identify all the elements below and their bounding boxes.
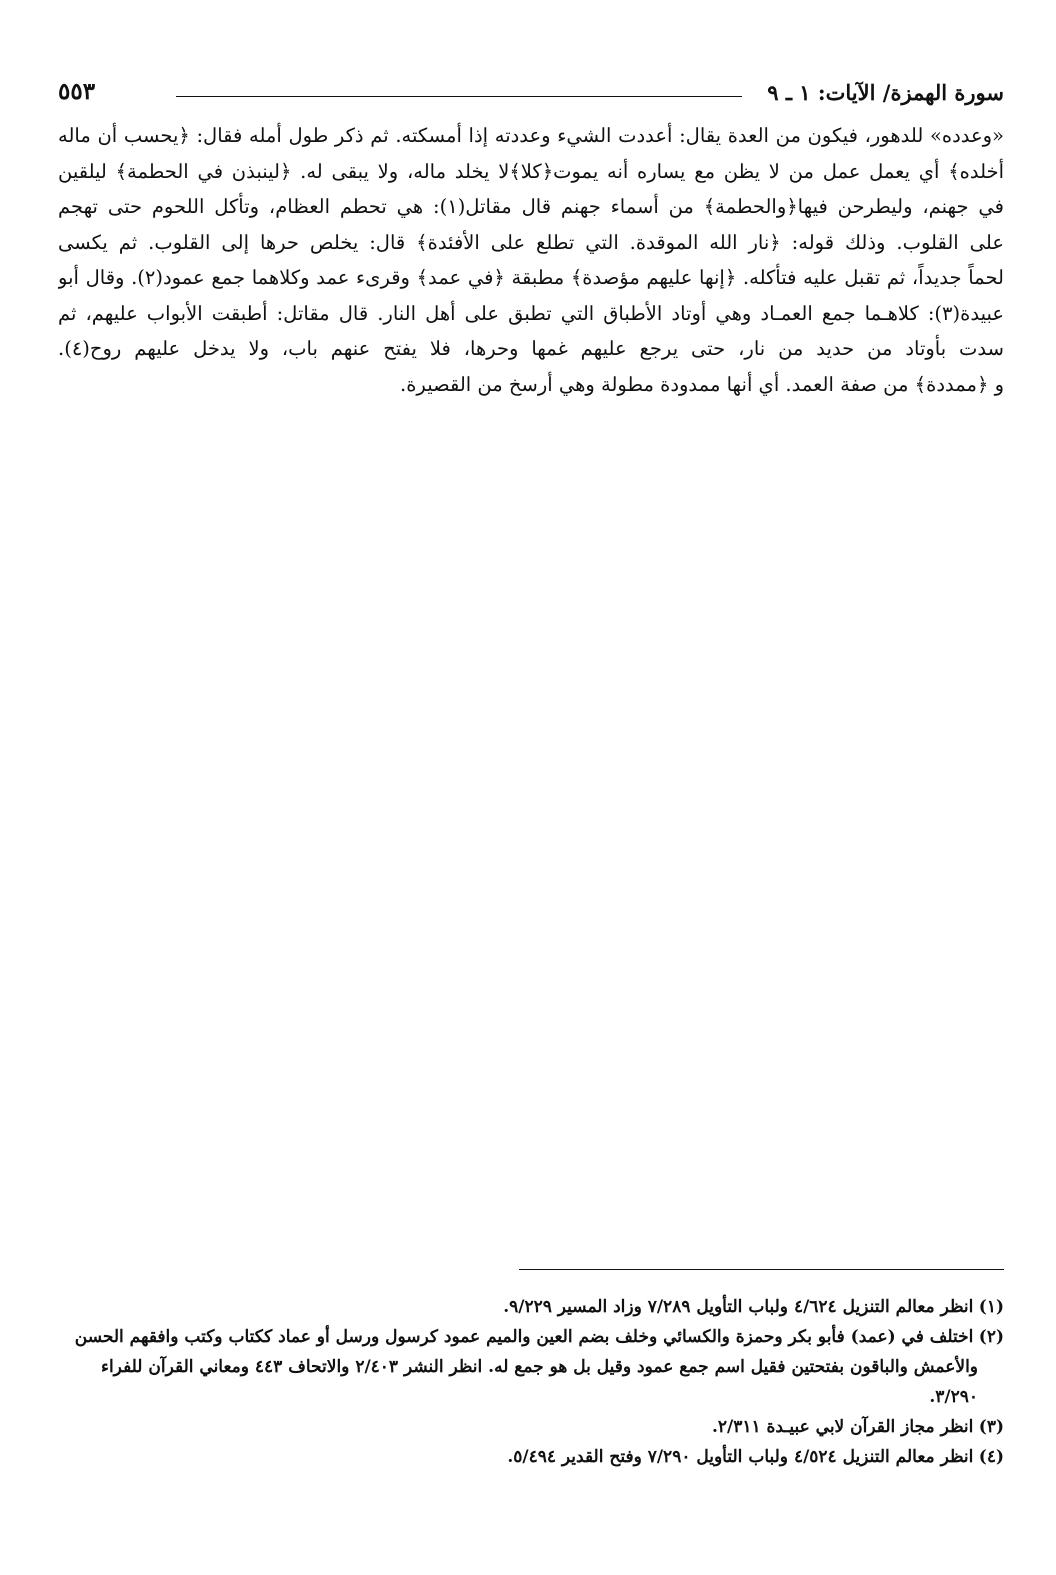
footnote-number: (٢) [978, 1327, 1004, 1347]
header-rule [176, 96, 742, 97]
page-number: ٥٥٣ [58, 78, 96, 105]
text-line: و ﴿ممددة﴾ من صفة العمد. أي أنها ممدودة مطولة وهي أرسخ من القصيرة. [400, 372, 1004, 396]
footnote-text: ٣/٢٩٠. [929, 1387, 978, 1407]
footnote-continuation [58, 1382, 1004, 1412]
footnote-number: (١) [978, 1297, 1004, 1317]
footnote [58, 1292, 1004, 1322]
footnote [58, 1442, 1004, 1472]
text-line: في جهنم، وليطرحن فيها﴿والحطمة﴾ من أسماء جهنم قال مقاتل(١): هي تحطم العظام، وتأكل اللحوم حتى تهجم [58, 195, 1004, 218]
footnote [58, 1322, 1004, 1352]
footnote-number: (٣) [978, 1417, 1004, 1437]
text-line: «وعدده» للدهور، فيكون من العدة يقال: أعددت الشيء وعددته إذا أمسكته. ثم ذكر طول أمله فقال: ﴿يحسب أن ماله [58, 124, 1004, 147]
footnotes [58, 1292, 1004, 1472]
footnote-text: اختلف في (عمد) فأبو بكر وحمزة والكسائي وخلف بضم العين والميم عمود كرسول ورسل أو عماد ككتاب وكتب وافقهم الحسن [74, 1327, 974, 1347]
footnote [58, 1412, 1004, 1442]
text-line: عبيدة(٣): كلاهـما جمع العمـاد وهي أوتاد الأطباق التي تطبق على أهل النار. قال مقاتل: أطبقت الأبواب عليهم، ثم [58, 301, 1004, 325]
footnote-number: (٤) [978, 1447, 1004, 1467]
footnote-text: انظر معالم التنزيل ٤/٥٢٤ ولباب التأويل ٧/٢٩٠ وفتح القدير ٥/٤٩٤. [507, 1447, 974, 1467]
page-title: سورة الهمزة/ الآيات: ١ ـ ٩ [767, 80, 1004, 105]
footnote-separator [519, 1269, 1004, 1270]
text-line: على القلوب. وذلك قوله: ﴿نار الله الموقدة. التي تطلع على الأفئدة﴾ قال: يخلص حرها إلى القلوب. ثم يكسى [58, 230, 1004, 254]
footnote-text: والأعمش والباقون بفتحتين فقيل اسم جمع عمود وقيل بل هو جمع له. انظر النشر ٢/٤٠٣ والاتحاف ٤٤٣ ومعاني القرآن للفراء [100, 1357, 978, 1377]
text-line: أخلده﴾ أي يعمل عمل من لا يظن مع يساره أنه يموت﴿كلا﴾لا يخلد ماله، ولا يبقى له. ﴿لينبذن في الحطمة﴾ ليلقين [58, 159, 1004, 183]
footnote-continuation [58, 1352, 1004, 1382]
text-line: لحماً جديداً، ثم تقبل عليه فتأكله. ﴿إنها عليهم مؤصدة﴾ مطبقة ﴿في عمد﴾ وقرىء عمد وكلاهما جمع عمود(٢). وقال أبو [58, 266, 1004, 289]
footnote-text: انظر معالم التنزيل ٤/٦٢٤ ولباب التأويل ٧/٢٨٩ وزاد المسير ٩/٢٢٩. [503, 1297, 974, 1317]
footnote-text: انظر مجاز القرآن لابي عبيـدة ٢/٣١١. [711, 1417, 974, 1437]
text-line: سدت بأوتاد من حديد من نار، حتى يرجع عليهم غمها وحرها، فلا يفتح عنهم باب، ولا يدخل عليهم روح(٤). [58, 337, 1004, 360]
body-text [58, 118, 1004, 402]
page-header [58, 78, 1004, 112]
